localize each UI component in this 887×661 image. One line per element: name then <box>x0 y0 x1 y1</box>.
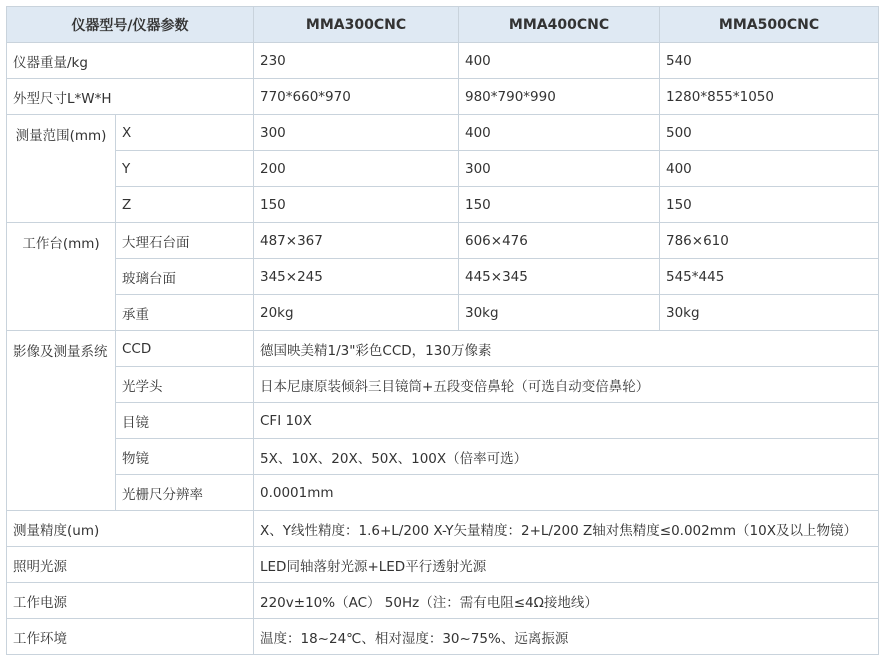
table-row <box>7 79 879 115</box>
row-label: 仪器重量/kg <box>7 43 254 79</box>
cell-value: 1280*855*1050 <box>660 79 879 115</box>
cell-value: 20kg <box>254 295 459 331</box>
row-label: 工作环境 <box>7 619 254 655</box>
group-label: 工作台(mm) <box>7 223 116 331</box>
table-row <box>7 583 879 619</box>
sub-label: 大理石台面 <box>116 223 254 259</box>
group-label: 影像及测量系统 <box>7 331 116 511</box>
cell-value: 300 <box>459 151 660 187</box>
table-row <box>7 295 879 331</box>
cell-value: 786×610 <box>660 223 879 259</box>
cell-value: 150 <box>459 187 660 223</box>
table-row <box>7 115 879 151</box>
sub-label: 目镜 <box>116 403 254 439</box>
cell-value: 445×345 <box>459 259 660 295</box>
header-model: MMA300CNC <box>254 7 459 43</box>
cell-value: 606×476 <box>459 223 660 259</box>
cell-value: 150 <box>660 187 879 223</box>
cell-value: 230 <box>254 43 459 79</box>
cell-value: 0.0001mm <box>254 475 879 511</box>
cell-value: 545*445 <box>660 259 879 295</box>
sub-label: 玻璃台面 <box>116 259 254 295</box>
cell-value: 770*660*970 <box>254 79 459 115</box>
cell-value: 400 <box>660 151 879 187</box>
table-row <box>7 367 879 403</box>
cell-value: 980*790*990 <box>459 79 660 115</box>
group-label: 测量范围(mm) <box>7 115 116 223</box>
table-row <box>7 475 879 511</box>
row-label: 测量精度(um) <box>7 511 254 547</box>
row-label: 照明光源 <box>7 547 254 583</box>
cell-value: 150 <box>254 187 459 223</box>
cell-value: 日本尼康原装倾斜三目镜筒+五段变倍鼻轮（可选自动变倍鼻轮） <box>254 367 879 403</box>
sub-label: 光栅尺分辨率 <box>116 475 254 511</box>
table-header-row <box>7 7 879 43</box>
table-row <box>7 331 879 367</box>
cell-value: 487×367 <box>254 223 459 259</box>
table-row <box>7 223 879 259</box>
table-row <box>7 619 879 655</box>
table-row <box>7 259 879 295</box>
row-label: 工作电源 <box>7 583 254 619</box>
cell-value: 400 <box>459 43 660 79</box>
cell-value: 5X、10X、20X、50X、100X（倍率可选） <box>254 439 879 475</box>
table-row <box>7 151 879 187</box>
row-label: 外型尺寸L*W*H <box>7 79 254 115</box>
cell-value: 400 <box>459 115 660 151</box>
header-param: 仪器型号/仪器参数 <box>7 7 254 43</box>
table-row <box>7 511 879 547</box>
cell-value: 温度：18~24℃、相对湿度：30~75%、远离振源 <box>254 619 879 655</box>
cell-value: 220v±10%（AC） 50Hz（注：需有电阻≤4Ω接地线） <box>254 583 879 619</box>
table-row <box>7 439 879 475</box>
cell-value: 540 <box>660 43 879 79</box>
table-row <box>7 43 879 79</box>
sub-label: 承重 <box>116 295 254 331</box>
sub-label: 物镜 <box>116 439 254 475</box>
table-row <box>7 547 879 583</box>
cell-value: 30kg <box>660 295 879 331</box>
sub-label: Z <box>116 187 254 223</box>
cell-value: LED同轴落射光源+LED平行透射光源 <box>254 547 879 583</box>
table-row <box>7 403 879 439</box>
cell-value: 345×245 <box>254 259 459 295</box>
cell-value: X、Y线性精度：1.6+L/200 X-Y矢量精度：2+L/200 Z轴对焦精度≤0.002mm（10X及以上物镜） <box>254 511 879 547</box>
cell-value: 200 <box>254 151 459 187</box>
cell-value: 500 <box>660 115 879 151</box>
spec-table <box>6 6 879 655</box>
cell-value: CFI 10X <box>254 403 879 439</box>
sub-label: Y <box>116 151 254 187</box>
cell-value: 德国映美精1/3"彩色CCD，130万像素 <box>254 331 879 367</box>
header-model: MMA500CNC <box>660 7 879 43</box>
sub-label: CCD <box>116 331 254 367</box>
sub-label: 光学头 <box>116 367 254 403</box>
header-model: MMA400CNC <box>459 7 660 43</box>
sub-label: X <box>116 115 254 151</box>
table-row <box>7 187 879 223</box>
cell-value: 30kg <box>459 295 660 331</box>
cell-value: 300 <box>254 115 459 151</box>
